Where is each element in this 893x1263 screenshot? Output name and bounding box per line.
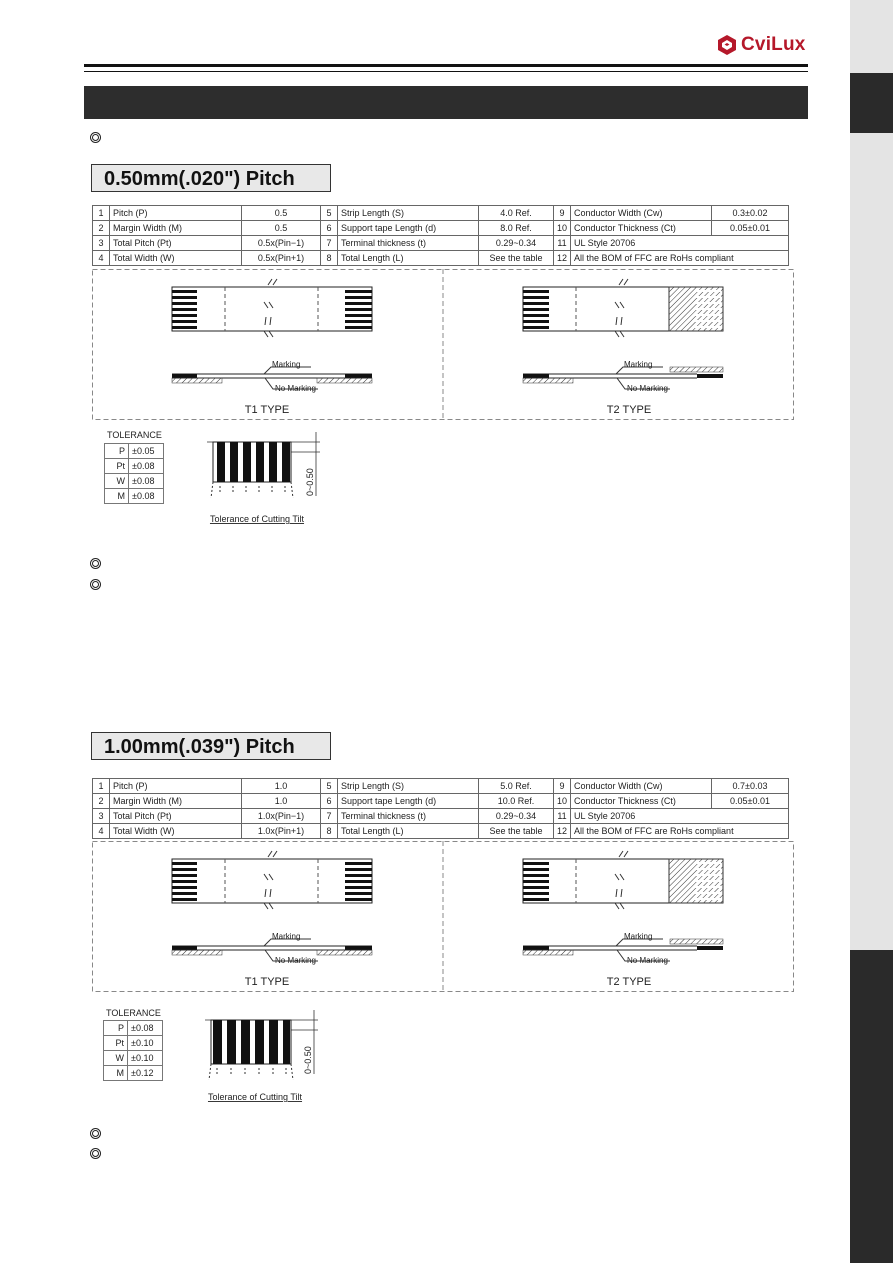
cell: 7 <box>321 236 338 251</box>
cell: 2 <box>93 794 110 809</box>
tolerance-table <box>103 1020 163 1081</box>
cell: 1.0x(Pin+1) <box>242 824 321 839</box>
marking-label: Marking <box>624 360 653 369</box>
cell: 9 <box>554 206 571 221</box>
cell: All the BOM of FFC are RoHs compliant <box>571 251 789 266</box>
cell: ±0.10 <box>128 1036 163 1051</box>
t2-side-view <box>523 932 723 965</box>
table-row <box>93 779 789 794</box>
cell: ±0.08 <box>128 1021 163 1036</box>
cell: Support tape Length (d) <box>338 794 479 809</box>
sidebar-tab-top[interactable] <box>850 73 893 133</box>
cell: 1 <box>93 779 110 794</box>
t2-top-view <box>523 851 723 909</box>
header-rule-thin <box>84 71 808 72</box>
cell: 10.0 Ref. <box>479 794 554 809</box>
table-row <box>93 221 789 236</box>
cell: 6 <box>321 221 338 236</box>
table-row <box>93 809 789 824</box>
cell: 0.7±0.03 <box>712 779 789 794</box>
cell: 6 <box>321 794 338 809</box>
cell: 12 <box>554 824 571 839</box>
cell: 4.0 Ref. <box>479 206 554 221</box>
table-row <box>104 1021 163 1036</box>
cell: 8 <box>321 824 338 839</box>
tolerance-title: TOLERANCE <box>107 430 162 440</box>
no-marking-label: No Marking <box>275 956 316 965</box>
cell: Strip Length (S) <box>338 206 479 221</box>
cell: 8 <box>321 251 338 266</box>
cell: 3 <box>93 236 110 251</box>
cell: M <box>104 1066 128 1081</box>
cell: 11 <box>554 236 571 251</box>
no-marking-label: No Marking <box>275 384 316 393</box>
cell: 11 <box>554 809 571 824</box>
cutting-tilt-diagram <box>193 1008 328 1104</box>
marking-label: Marking <box>272 360 301 369</box>
t2-side-view <box>523 360 723 393</box>
t1-side-view <box>172 932 372 965</box>
cell: Margin Width (M) <box>110 794 242 809</box>
table-row <box>104 1051 163 1066</box>
cell: UL Style 20706 <box>571 236 789 251</box>
cell: 0.29~0.34 <box>479 236 554 251</box>
cell: All the BOM of FFC are RoHs compliant <box>571 824 789 839</box>
cell: 0.29~0.34 <box>479 809 554 824</box>
cell: 5 <box>321 206 338 221</box>
cutting-tilt-diagram <box>195 430 330 526</box>
ffc-drawing <box>92 841 794 992</box>
cell: Conductor Width (Cw) <box>571 779 712 794</box>
table-row <box>105 444 164 459</box>
bullet-icon <box>90 579 101 590</box>
cell: 0.05±0.01 <box>712 221 789 236</box>
cell: Strip Length (S) <box>338 779 479 794</box>
cell: UL Style 20706 <box>571 809 789 824</box>
cell: Pitch (P) <box>110 779 242 794</box>
t1-top-view <box>172 279 372 337</box>
t2-type-label: T2 TYPE <box>606 404 652 416</box>
cell: M <box>105 489 129 504</box>
cell: ±0.08 <box>129 489 164 504</box>
table-row <box>104 1066 163 1081</box>
tilt-caption: Tolerance of Cutting Tilt <box>209 514 305 524</box>
bullet-icon <box>90 558 101 569</box>
cell: Conductor Width (Cw) <box>571 206 712 221</box>
cell: 0.5x(Pin−1) <box>242 236 321 251</box>
cell: See the table <box>479 824 554 839</box>
cell: 0.5 <box>242 221 321 236</box>
cell: 12 <box>554 251 571 266</box>
t1-side-view <box>172 360 372 393</box>
cell: 5.0 Ref. <box>479 779 554 794</box>
cell: See the table <box>479 251 554 266</box>
cell: Total Length (L) <box>338 251 479 266</box>
brand-logo <box>716 34 806 56</box>
cell: Conductor Thickness (Ct) <box>571 221 712 236</box>
table-row <box>105 489 164 504</box>
cell: 4 <box>93 824 110 839</box>
cell: 0.05±0.01 <box>712 794 789 809</box>
cell: ±0.12 <box>128 1066 163 1081</box>
cell: ±0.08 <box>129 474 164 489</box>
cell: Conductor Thickness (Ct) <box>571 794 712 809</box>
cell: Total Pitch (Pt) <box>110 236 242 251</box>
ffc-drawing <box>92 269 794 420</box>
pitch-label: 1.00mm(.039") Pitch <box>91 732 331 760</box>
cell: ±0.10 <box>128 1051 163 1066</box>
t1-type-label: T1 TYPE <box>244 976 290 988</box>
tilt-dimension: 0~0.50 <box>305 468 315 496</box>
tolerance-table <box>104 443 164 504</box>
marking-label: Marking <box>272 932 301 941</box>
table-row <box>93 824 789 839</box>
table-row <box>93 794 789 809</box>
table-row <box>104 1036 163 1051</box>
cell: W <box>105 474 129 489</box>
bullet-icon <box>90 1128 101 1139</box>
spec-table <box>92 778 789 839</box>
t2-top-view <box>523 279 723 337</box>
tolerance-title: TOLERANCE <box>106 1008 161 1018</box>
tilt-caption: Tolerance of Cutting Tilt <box>207 1092 303 1102</box>
cell: 2 <box>93 221 110 236</box>
bullet-icon <box>90 132 101 143</box>
cell: P <box>104 1021 128 1036</box>
cell: Total Width (W) <box>110 251 242 266</box>
cell: 3 <box>93 809 110 824</box>
cell: P <box>105 444 129 459</box>
cell: 8.0 Ref. <box>479 221 554 236</box>
tilt-dimension: 0~0.50 <box>303 1046 313 1074</box>
table-row <box>93 251 789 266</box>
cell: Pt <box>105 459 129 474</box>
spec-table <box>92 205 789 266</box>
cell: 10 <box>554 221 571 236</box>
cell: 5 <box>321 779 338 794</box>
t1-top-view <box>172 851 372 909</box>
t1-type-label: T1 TYPE <box>244 404 290 416</box>
cell: Pt <box>104 1036 128 1051</box>
cell: 9 <box>554 779 571 794</box>
cell: Margin Width (M) <box>110 221 242 236</box>
cell: 0.5 <box>242 206 321 221</box>
table-row <box>105 459 164 474</box>
cell: 1.0x(Pin−1) <box>242 809 321 824</box>
cell: 0.3±0.02 <box>712 206 789 221</box>
cell: 1.0 <box>242 794 321 809</box>
marking-label: Marking <box>624 932 653 941</box>
cell: Terminal thickness (t) <box>338 236 479 251</box>
cell: 1.0 <box>242 779 321 794</box>
cell: 4 <box>93 251 110 266</box>
cell: Total Pitch (Pt) <box>110 809 242 824</box>
no-marking-label: No Marking <box>627 956 668 965</box>
cell: Support tape Length (d) <box>338 221 479 236</box>
table-row <box>105 474 164 489</box>
cell: 10 <box>554 794 571 809</box>
bullet-icon <box>90 1148 101 1159</box>
cell: Total Width (W) <box>110 824 242 839</box>
no-marking-label: No Marking <box>627 384 668 393</box>
pitch-label: 0.50mm(.020") Pitch <box>91 164 331 192</box>
cell: Terminal thickness (t) <box>338 809 479 824</box>
cell: W <box>104 1051 128 1066</box>
cell: 7 <box>321 809 338 824</box>
cell: Pitch (P) <box>110 206 242 221</box>
cell: Total Length (L) <box>338 824 479 839</box>
table-row <box>93 236 789 251</box>
sidebar-tab-bottom[interactable] <box>850 950 893 1263</box>
cell: 0.5x(Pin+1) <box>242 251 321 266</box>
t2-type-label: T2 TYPE <box>606 976 652 988</box>
header-rule-thick <box>84 64 808 67</box>
cvilux-logo-icon <box>716 34 738 56</box>
cell: ±0.05 <box>129 444 164 459</box>
brand-name: CviLux <box>741 34 806 55</box>
cell: 1 <box>93 206 110 221</box>
table-row <box>93 206 789 221</box>
cell: ±0.08 <box>129 459 164 474</box>
title-bar <box>84 86 808 119</box>
